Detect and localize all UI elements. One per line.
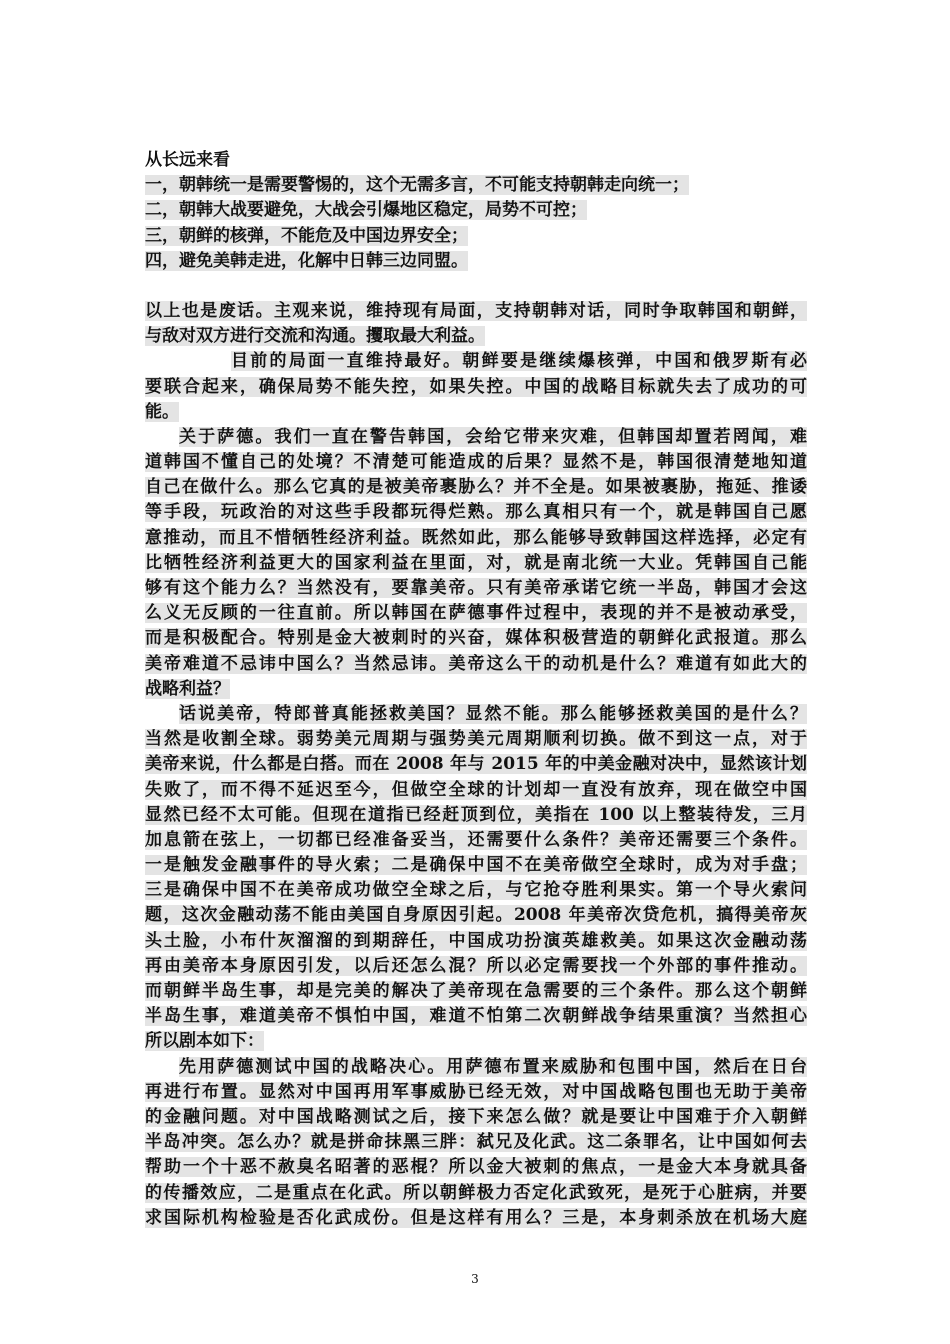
text-line-content: 头土脸，小布什灰溜溜的到期辞任，中国成功扮演英雄救美。如果这次金融动荡 [145,930,807,951]
text-line-content: 再由美帝本身原因引发，以后还怎么混？所以必定需要找一个外部的事件推动。 [145,955,807,976]
text-line [145,148,807,173]
text-line-content: 战略利益？ [145,678,230,699]
text-line-content: 半岛生事，难道美帝不惧怕中国，难道不怕第二次朝鲜战争结果重演？当然担心 [145,1006,807,1027]
text-line [145,349,807,374]
text-line [145,778,807,803]
text-line [145,1206,807,1231]
text-line-content: 的传播效应，二是重点在化武。所以朝鲜极力否定化武致死，是死于心脏病，并要 [145,1182,807,1203]
text-line-content: 二，朝韩大战要避免，大战会引爆地区稳定，局势不可控； [145,200,587,221]
text-line-content: 再进行布置。显然对中国再用军事威胁已经无效，对中国战略包围也无助于美帝 [145,1081,807,1102]
text-line [145,626,807,651]
text-line [145,1004,807,1029]
text-line-content: 与敌对双方进行交流和沟通。攫取最大利益。 [145,326,485,347]
text-line [145,702,807,727]
text-line [145,1181,807,1206]
text-line [145,551,807,576]
text-line [145,878,807,903]
text-line-content: 一是触发金融事件的导火索；二是确保中国不在美帝做空全球时，成为对手盘； [145,855,807,876]
text-line [145,853,807,878]
text-line [145,1130,807,1155]
text-line [145,425,807,450]
text-line-content: 半岛冲突。怎么办？就是拼命抹黑三胖：弑兄及化武。这二条罪名，让中国如何去 [145,1132,807,1153]
text-line [145,979,807,1004]
text-line-content: 三是确保中国不在美帝成功做空全球之后，与它抢夺胜利果实。第一个导火索问 [145,880,807,901]
text-line [145,500,807,525]
text-line-content: 而朝鲜半岛生事，却是完美的解决了美帝现在急需要的三个条件。那么这个朝鲜 [145,981,807,1001]
text-line-content: 等手段，玩政治的对这些手段都玩得烂熟。那么真相只有一个，就是韩国自己愿 [145,502,807,523]
text-line [145,903,807,928]
blank-line [145,274,807,299]
text-line-content: 意推动，而且不惜牺牲经济利益。既然如此，那么能够导致韩国这样选择，必定有 [145,527,807,548]
text-line-content: 加息箭在弦上，一切都已经准备妥当，还需要什么条件？美帝还需要三个条件。 [145,829,807,850]
text-line [145,601,807,626]
text-line [145,375,807,400]
text-line-content: 求国际机构检验是否化武成份。但是这样有用么？三是，本身刺杀放在机场大庭 [145,1207,807,1228]
text-line [145,677,807,702]
text-line [145,198,807,223]
text-line-content: 三，朝鲜的核弹，不能危及中国边界安全； [145,225,468,246]
text-line-content: 而是积极配合。特别是金大被刺时的兴奋，媒体积极营造的朝鲜化武报道。那么 [145,628,807,649]
text-line-content: 一，朝韩统一是需要警惕的，这个无需多言，不可能支持朝韩走向统一； [145,175,689,196]
text-line-content: 帮助一个十恶不赦臭名昭著的恶棍？所以金大被刺的焦点，一是金大本身就具备 [145,1157,807,1178]
text-line-content: 自己在做什么。那么它真的是被美帝裹胁么？并不全是。如果被裹胁，拖延、推诿 [145,477,807,498]
text-line [145,954,807,979]
text-line [145,324,807,349]
text-line-content: 能。 [145,401,179,422]
text-line-content: 题，这次金融动荡不能由美国自身原因引起。2008 年美帝次贷危机，搞得美帝灰 [145,905,807,926]
text-line [145,1105,807,1130]
text-line-content: 先用萨德测试中国的战略决心。用萨德布置来威胁和包围中国，然后在日台 [179,1056,807,1077]
text-line [145,1155,807,1180]
page-number: 3 [471,1272,479,1286]
text-line-content: 失败了，而不得不延迟至今，但做空全球的计划却一直没有放弃，现在做空中国 [145,779,807,800]
text-line-content: 够有这个能力么？当然没有，要靠美帝。只有美帝承诺它统一半岛，韩国才会这 [145,578,807,598]
text-line-content: 所以剧本如下： [145,1031,264,1052]
text-line-content: 话说美帝，特郎普真能拯救美国？显然不能。那么能够拯救美国的是什么？ [179,703,807,724]
text-line [145,1055,807,1080]
text-line [145,526,807,551]
text-line-content: 当然是收割全球。弱势美元周期与强势美元周期顺利切换。做不到这一点，对于 [145,729,807,750]
text-line [145,224,807,249]
text-line-content: 美帝难道不忌讳中国么？当然忌讳。美帝这么干的动机是什么？难道有如此大的 [145,653,807,674]
text-line-content: 要联合起来，确保局势不能失控，如果失控。中国的战略目标就失去了成功的可 [145,376,807,397]
text-line [145,652,807,677]
text-line [145,249,807,274]
text-line-content: 么义无反顾的一往直前。所以韩国在萨德事件过程中，表现的并不是被动承受， [145,603,807,624]
text-line [145,727,807,752]
text-line-content: 目前的局面一直维持最好。朝鲜要是继续爆核弹，中国和俄罗斯有必 [231,351,807,372]
text-line-content: 道韩国不懂自己的处境？不清楚可能造成的后果？显然不是，韩国很清楚地知道 [145,452,807,473]
text-line-content: 的金融问题。对中国战略测试之后，接下来怎么做？就是要让中国难于介入朝鲜 [145,1106,807,1127]
text-line-content: 关于萨德。我们一直在警告韩国，会给它带来灾难，但韩国却置若罔闻，难 [179,426,807,447]
document-body [145,148,807,1231]
text-line [145,450,807,475]
text-line [145,173,807,198]
text-line-content: 美帝来说，什么都是白搭。而在 2008 年与 2015 年的中美金融对决中，显然该计划 [145,754,807,775]
text-line [145,475,807,500]
text-line [145,803,807,828]
text-line-content: 以上也是废话。主观来说，维持现有局面，支持朝韩对话，同时争取韩国和朝鲜， [145,300,807,321]
text-line [145,400,807,425]
text-line [145,752,807,777]
text-line [145,1080,807,1105]
text-line-content: 从长远来看 [145,150,230,170]
text-line-content: 比牺牲经济利益更大的国家利益在里面，对，就是南北统一大业。凭韩国自己能 [145,552,807,573]
text-line [145,576,807,601]
text-line [145,1029,807,1054]
text-line [145,929,807,954]
text-line-content: 显然已经不太可能。但现在道指已经赶顶到位，美指在 100 以上整装待发，三月 [145,804,807,825]
text-line [145,828,807,853]
text-line-content: 四，避免美韩走进，化解中日韩三边同盟。 [145,250,468,271]
text-line [145,299,807,324]
